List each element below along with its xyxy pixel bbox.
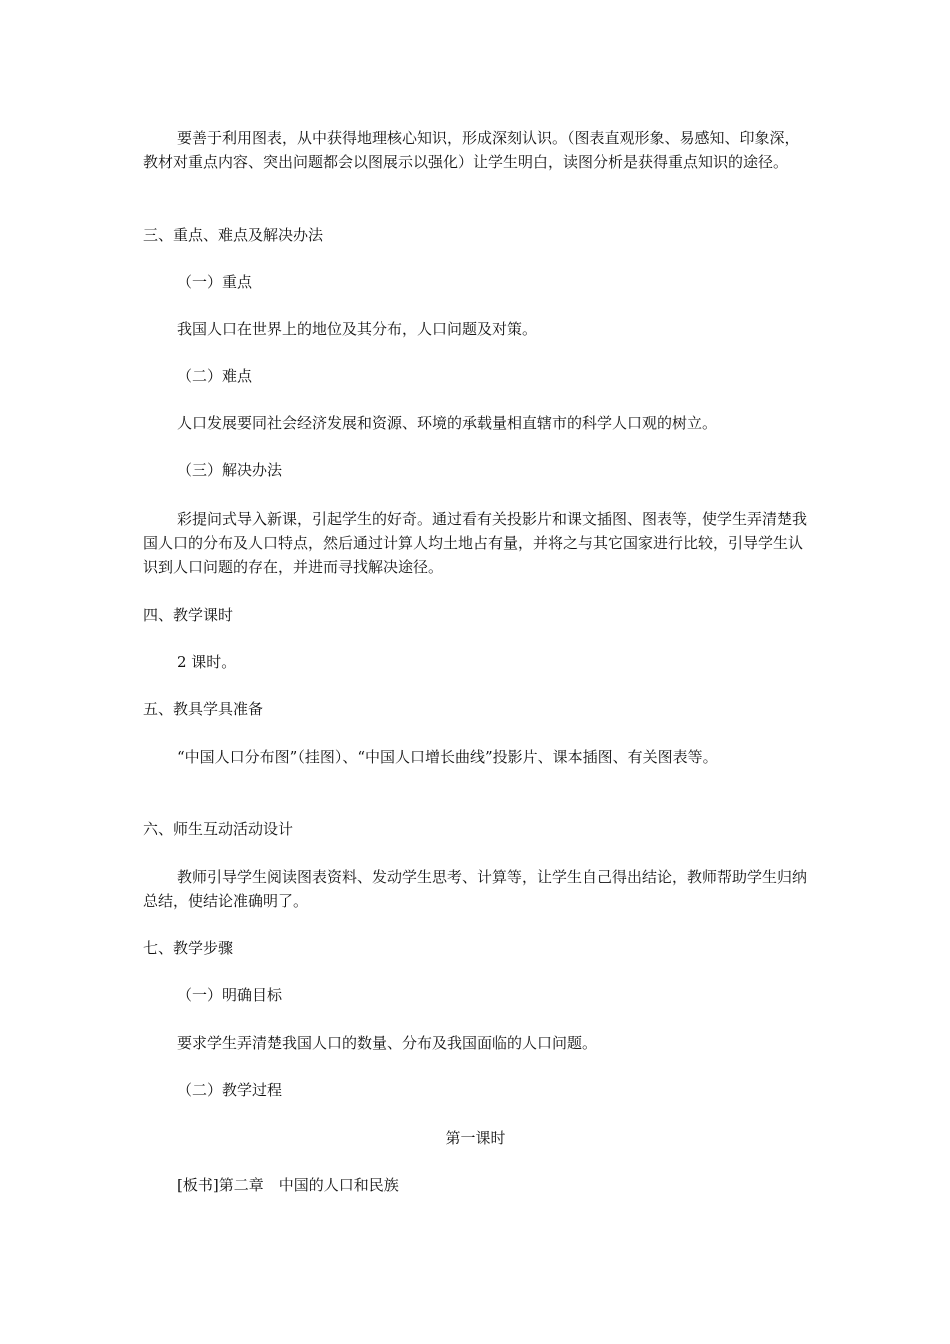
solution-paragraph: 彩提问式导入新课，引起学生的好奇。通过看有关投影片和课文插图、图表等，使学生弄清楚我国人口的分布及人口特点，然后通过计算人均土地占有量，并将之与其它国家进行比较，引导学生认识到人口问题的存在，并进而寻找解决途径。 <box>143 510 808 576</box>
interaction-design-paragraph: 教师引导学生阅读图表资料、发动学生思考、计算等，让学生自己得出结论，教师帮助学生归纳总结，使结论准确明了。 <box>143 868 808 910</box>
class-hours-paragraph: 2 课时。 <box>177 653 237 671</box>
difficulties-paragraph: 人口发展要同社会经济发展和资源、环境的承载量相直辖市的科学人口观的树立。 <box>177 414 718 432</box>
subsection-solution-heading: （三）解决办法 <box>177 461 283 479</box>
teaching-tools-paragraph: “中国人口分布图”（挂图）、“中国人口增长曲线”投影片、课本插图、有关图表等。 <box>177 748 718 766</box>
section-7-heading: 七、教学步骤 <box>143 939 234 957</box>
section-3-heading: 三、重点、难点及解决办法 <box>143 226 324 244</box>
subsection-process-heading: （二）教学过程 <box>177 1081 283 1099</box>
lesson-title: 第一课时 <box>445 1129 506 1147</box>
section-6-heading: 六、师生互动活动设计 <box>143 820 294 838</box>
blackboard-note: [板书]第二章 中国的人口和民族 <box>177 1176 399 1194</box>
subsection-difficulties-heading: （二）难点 <box>177 367 253 385</box>
subsection-key-points-heading: （一）重点 <box>177 273 253 291</box>
intro-paragraph: 要善于利用图表，从中获得地理核心知识，形成深刻认识。（图表直观形象、易感知、印象深，教材对重点内容、突出问题都会以图展示以强化）让学生明白，读图分析是获得重点知识的途径。 <box>143 129 800 171</box>
section-5-heading: 五、教具学具准备 <box>143 700 264 718</box>
subsection-goal-heading: （一）明确目标 <box>177 986 283 1004</box>
key-points-paragraph: 我国人口在世界上的地位及其分布，人口问题及对策。 <box>177 320 538 338</box>
section-4-heading: 四、教学课时 <box>143 606 234 624</box>
goal-paragraph: 要求学生弄清楚我国人口的数量、分布及我国面临的人口问题。 <box>177 1034 598 1052</box>
